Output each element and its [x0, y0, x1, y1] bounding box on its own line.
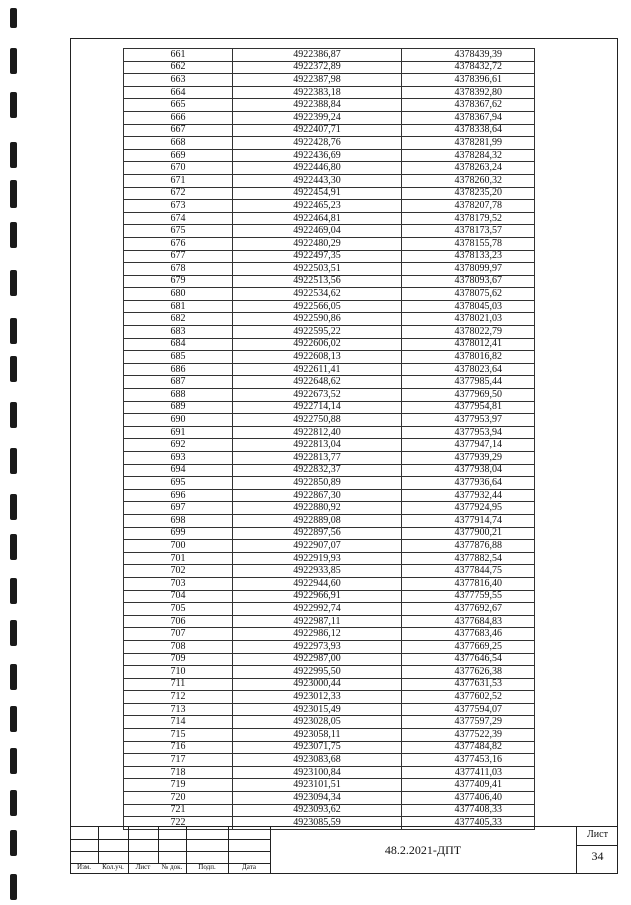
table-row — [124, 792, 535, 805]
y-coordinate: 4378022,79 — [402, 326, 535, 339]
table-row — [124, 779, 535, 792]
y-coordinate: 4377953,94 — [402, 426, 535, 439]
stamp-label-signature: Подп. — [198, 863, 216, 871]
x-coordinate: 4922987,11 — [233, 615, 402, 628]
point-number: 663 — [124, 74, 233, 87]
table-row — [124, 716, 535, 729]
point-number: 721 — [124, 804, 233, 817]
point-number: 705 — [124, 603, 233, 616]
y-coordinate: 4377453,16 — [402, 754, 535, 767]
table-row — [124, 61, 535, 74]
table-row — [124, 86, 535, 99]
x-coordinate: 4922897,56 — [233, 527, 402, 540]
point-number: 674 — [124, 212, 233, 225]
y-coordinate: 4377631,53 — [402, 678, 535, 691]
x-coordinate: 4922465,23 — [233, 200, 402, 213]
stamp-label-doc-no: № док. — [161, 863, 183, 871]
point-number: 699 — [124, 527, 233, 540]
table-row — [124, 426, 535, 439]
table-row — [124, 237, 535, 250]
point-number: 698 — [124, 514, 233, 527]
x-coordinate: 4922880,92 — [233, 502, 402, 515]
x-coordinate: 4922966,91 — [233, 590, 402, 603]
y-coordinate: 4377683,46 — [402, 628, 535, 641]
table-row — [124, 275, 535, 288]
x-coordinate: 4922907,07 — [233, 540, 402, 553]
table-row — [124, 640, 535, 653]
point-number: 709 — [124, 653, 233, 666]
x-coordinate: 4923000,44 — [233, 678, 402, 691]
y-coordinate: 4377932,44 — [402, 489, 535, 502]
table-row — [124, 414, 535, 427]
table-row — [124, 741, 535, 754]
y-coordinate: 4378012,41 — [402, 338, 535, 351]
y-coordinate: 4378207,78 — [402, 200, 535, 213]
y-coordinate: 4377408,33 — [402, 804, 535, 817]
table-row — [124, 212, 535, 225]
y-coordinate: 4377844,75 — [402, 565, 535, 578]
document-code: 48.2.2021-ДПТ — [384, 843, 462, 857]
point-number: 666 — [124, 111, 233, 124]
point-number: 670 — [124, 162, 233, 175]
table-row — [124, 754, 535, 767]
y-coordinate: 4377939,29 — [402, 452, 535, 465]
x-coordinate: 4922987,00 — [233, 653, 402, 666]
x-coordinate: 4922387,98 — [233, 74, 402, 87]
stamp-label-izm: Изм. — [77, 863, 91, 871]
x-coordinate: 4923094,34 — [233, 792, 402, 805]
y-coordinate: 4378093,67 — [402, 275, 535, 288]
point-number: 697 — [124, 502, 233, 515]
point-number: 704 — [124, 590, 233, 603]
x-coordinate: 4922407,71 — [233, 124, 402, 137]
x-coordinate: 4922388,84 — [233, 99, 402, 112]
point-number: 677 — [124, 250, 233, 263]
y-coordinate: 4377985,44 — [402, 376, 535, 389]
x-coordinate: 4922606,02 — [233, 338, 402, 351]
x-coordinate: 4922919,93 — [233, 552, 402, 565]
point-number: 669 — [124, 149, 233, 162]
x-coordinate: 4922992,74 — [233, 603, 402, 616]
x-coordinate: 4922503,51 — [233, 263, 402, 276]
point-number: 686 — [124, 363, 233, 376]
y-coordinate: 4378367,62 — [402, 99, 535, 112]
point-number: 691 — [124, 426, 233, 439]
x-coordinate: 4922986,12 — [233, 628, 402, 641]
y-coordinate: 4377522,39 — [402, 729, 535, 742]
x-coordinate: 4922973,93 — [233, 640, 402, 653]
point-number: 662 — [124, 61, 233, 74]
point-number: 710 — [124, 666, 233, 679]
x-coordinate: 4923058,11 — [233, 729, 402, 742]
x-coordinate: 4922534,62 — [233, 288, 402, 301]
table-row — [124, 804, 535, 817]
table-row — [124, 577, 535, 590]
y-coordinate: 4378021,03 — [402, 313, 535, 326]
table-row — [124, 514, 535, 527]
x-coordinate: 4922750,88 — [233, 414, 402, 427]
table-row — [124, 703, 535, 716]
x-coordinate: 4922933,85 — [233, 565, 402, 578]
point-number: 716 — [124, 741, 233, 754]
table-row — [124, 288, 535, 301]
table-row — [124, 452, 535, 465]
y-coordinate: 4377602,52 — [402, 691, 535, 704]
y-coordinate: 4377924,95 — [402, 502, 535, 515]
table-row — [124, 74, 535, 87]
point-number: 702 — [124, 565, 233, 578]
point-number: 685 — [124, 351, 233, 364]
x-coordinate: 4922372,89 — [233, 61, 402, 74]
y-coordinate: 4378173,57 — [402, 225, 535, 238]
point-number: 715 — [124, 729, 233, 742]
x-coordinate: 4922513,56 — [233, 275, 402, 288]
table-row — [124, 691, 535, 704]
table-row — [124, 263, 535, 276]
point-number: 719 — [124, 779, 233, 792]
table-row — [124, 502, 535, 515]
table-row — [124, 540, 535, 553]
point-number: 720 — [124, 792, 233, 805]
table-row — [124, 149, 535, 162]
stamp-label-kol-uch: Кол.уч. — [102, 863, 124, 871]
table-row — [124, 250, 535, 263]
point-number: 693 — [124, 452, 233, 465]
point-number: 722 — [124, 817, 233, 830]
sheet-label: Лист — [587, 829, 608, 840]
x-coordinate: 4922944,60 — [233, 577, 402, 590]
x-coordinate: 4922714,14 — [233, 401, 402, 414]
x-coordinate: 4923085,59 — [233, 817, 402, 830]
y-coordinate: 4377876,88 — [402, 540, 535, 553]
x-coordinate: 4922469,04 — [233, 225, 402, 238]
table-row — [124, 653, 535, 666]
point-number: 708 — [124, 640, 233, 653]
point-number: 681 — [124, 300, 233, 313]
x-coordinate: 4923101,51 — [233, 779, 402, 792]
y-coordinate: 4378439,39 — [402, 49, 535, 62]
x-coordinate: 4923071,75 — [233, 741, 402, 754]
y-coordinate: 4377684,83 — [402, 615, 535, 628]
table-row — [124, 489, 535, 502]
y-coordinate: 4377484,82 — [402, 741, 535, 754]
y-coordinate: 4378338,64 — [402, 124, 535, 137]
y-coordinate: 4377969,50 — [402, 389, 535, 402]
table-row — [124, 326, 535, 339]
point-number: 679 — [124, 275, 233, 288]
table-row — [124, 439, 535, 452]
x-coordinate: 4922383,18 — [233, 86, 402, 99]
y-coordinate: 4378045,03 — [402, 300, 535, 313]
point-number: 675 — [124, 225, 233, 238]
y-coordinate: 4377646,54 — [402, 653, 535, 666]
table-row — [124, 389, 535, 402]
x-coordinate: 4922566,05 — [233, 300, 402, 313]
stamp-label-date: Дата — [242, 863, 256, 871]
point-number: 707 — [124, 628, 233, 641]
table-row — [124, 162, 535, 175]
table-row — [124, 111, 535, 124]
y-coordinate: 4378263,24 — [402, 162, 535, 175]
point-number: 690 — [124, 414, 233, 427]
table-row — [124, 766, 535, 779]
y-coordinate: 4378284,32 — [402, 149, 535, 162]
point-number: 667 — [124, 124, 233, 137]
y-coordinate: 4377597,29 — [402, 716, 535, 729]
y-coordinate: 4378023,64 — [402, 363, 535, 376]
point-number: 673 — [124, 200, 233, 213]
table-row — [124, 376, 535, 389]
table-row — [124, 464, 535, 477]
y-coordinate: 4378075,62 — [402, 288, 535, 301]
y-coordinate: 4378281,99 — [402, 137, 535, 150]
point-number: 695 — [124, 477, 233, 490]
point-number: 692 — [124, 439, 233, 452]
x-coordinate: 4922850,89 — [233, 477, 402, 490]
y-coordinate: 4377409,41 — [402, 779, 535, 792]
table-row — [124, 124, 535, 137]
x-coordinate: 4922608,13 — [233, 351, 402, 364]
x-coordinate: 4922428,76 — [233, 137, 402, 150]
y-coordinate: 4378155,78 — [402, 237, 535, 250]
x-coordinate: 4923083,68 — [233, 754, 402, 767]
y-coordinate: 4377936,64 — [402, 477, 535, 490]
x-coordinate: 4923028,05 — [233, 716, 402, 729]
point-number: 683 — [124, 326, 233, 339]
x-coordinate: 4922454,91 — [233, 187, 402, 200]
x-coordinate: 4922436,69 — [233, 149, 402, 162]
x-coordinate: 4922813,77 — [233, 452, 402, 465]
x-coordinate: 4922399,24 — [233, 111, 402, 124]
point-number: 688 — [124, 389, 233, 402]
point-number: 665 — [124, 99, 233, 112]
x-coordinate: 4922673,52 — [233, 389, 402, 402]
x-coordinate: 4922446,80 — [233, 162, 402, 175]
x-coordinate: 4922889,08 — [233, 514, 402, 527]
x-coordinate: 4923015,49 — [233, 703, 402, 716]
x-coordinate: 4922611,41 — [233, 363, 402, 376]
sheet-number: 34 — [591, 849, 604, 863]
table-row — [124, 225, 535, 238]
table-row — [124, 678, 535, 691]
x-coordinate: 4922648,62 — [233, 376, 402, 389]
y-coordinate: 4378099,97 — [402, 263, 535, 276]
y-coordinate: 4377692,67 — [402, 603, 535, 616]
y-coordinate: 4377759,55 — [402, 590, 535, 603]
y-coordinate: 4377900,21 — [402, 527, 535, 540]
y-coordinate: 4378392,80 — [402, 86, 535, 99]
table-row — [124, 552, 535, 565]
table-row — [124, 351, 535, 364]
y-coordinate: 4377954,81 — [402, 401, 535, 414]
table-row — [124, 628, 535, 641]
y-coordinate: 4378133,23 — [402, 250, 535, 263]
y-coordinate: 4378367,94 — [402, 111, 535, 124]
x-coordinate: 4922590,86 — [233, 313, 402, 326]
point-number: 700 — [124, 540, 233, 553]
x-coordinate: 4922480,29 — [233, 237, 402, 250]
point-number: 694 — [124, 464, 233, 477]
table-row — [124, 137, 535, 150]
table-row — [124, 401, 535, 414]
x-coordinate: 4922995,50 — [233, 666, 402, 679]
y-coordinate: 4377914,74 — [402, 514, 535, 527]
point-number: 717 — [124, 754, 233, 767]
point-number: 664 — [124, 86, 233, 99]
table-row — [124, 590, 535, 603]
table-row — [124, 477, 535, 490]
point-number: 713 — [124, 703, 233, 716]
binding-holes — [10, 0, 26, 905]
point-number: 676 — [124, 237, 233, 250]
y-coordinate: 4378235,20 — [402, 187, 535, 200]
x-coordinate: 4922443,30 — [233, 174, 402, 187]
point-number: 682 — [124, 313, 233, 326]
point-number: 711 — [124, 678, 233, 691]
coordinates-table — [123, 48, 535, 830]
point-number: 687 — [124, 376, 233, 389]
table-row — [124, 603, 535, 616]
point-number: 680 — [124, 288, 233, 301]
point-number: 703 — [124, 577, 233, 590]
table-row — [124, 615, 535, 628]
x-coordinate: 4922812,40 — [233, 426, 402, 439]
stamp-label-list: Лист — [135, 863, 151, 871]
y-coordinate: 4377669,25 — [402, 640, 535, 653]
table-row — [124, 363, 535, 376]
table-row — [124, 729, 535, 742]
y-coordinate: 4378396,61 — [402, 74, 535, 87]
point-number: 712 — [124, 691, 233, 704]
y-coordinate: 4377406,40 — [402, 792, 535, 805]
y-coordinate: 4377882,54 — [402, 552, 535, 565]
y-coordinate: 4378179,52 — [402, 212, 535, 225]
point-number: 684 — [124, 338, 233, 351]
table-row — [124, 99, 535, 112]
y-coordinate: 4377405,33 — [402, 817, 535, 830]
table-row — [124, 565, 535, 578]
x-coordinate: 4922813,04 — [233, 439, 402, 452]
y-coordinate: 4378432,72 — [402, 61, 535, 74]
table-row — [124, 527, 535, 540]
table-row — [124, 49, 535, 62]
x-coordinate: 4922386,87 — [233, 49, 402, 62]
point-number: 661 — [124, 49, 233, 62]
x-coordinate: 4923100,84 — [233, 766, 402, 779]
y-coordinate: 4378016,82 — [402, 351, 535, 364]
x-coordinate: 4922832,37 — [233, 464, 402, 477]
x-coordinate: 4923093,62 — [233, 804, 402, 817]
point-number: 668 — [124, 137, 233, 150]
point-number: 672 — [124, 187, 233, 200]
y-coordinate: 4377947,14 — [402, 439, 535, 452]
y-coordinate: 4377594,07 — [402, 703, 535, 716]
point-number: 701 — [124, 552, 233, 565]
y-coordinate: 4377938,04 — [402, 464, 535, 477]
y-coordinate: 4378260,32 — [402, 174, 535, 187]
title-block — [70, 826, 618, 874]
y-coordinate: 4377626,38 — [402, 666, 535, 679]
x-coordinate: 4923012,33 — [233, 691, 402, 704]
point-number: 678 — [124, 263, 233, 276]
table-row — [124, 200, 535, 213]
y-coordinate: 4377411,03 — [402, 766, 535, 779]
table-row — [124, 313, 535, 326]
table-row — [124, 338, 535, 351]
x-coordinate: 4922595,22 — [233, 326, 402, 339]
point-number: 689 — [124, 401, 233, 414]
x-coordinate: 4922464,81 — [233, 212, 402, 225]
table-row — [124, 666, 535, 679]
x-coordinate: 4922497,35 — [233, 250, 402, 263]
table-row — [124, 300, 535, 313]
table-row — [124, 187, 535, 200]
point-number: 714 — [124, 716, 233, 729]
point-number: 718 — [124, 766, 233, 779]
x-coordinate: 4922867,30 — [233, 489, 402, 502]
y-coordinate: 4377953,97 — [402, 414, 535, 427]
point-number: 671 — [124, 174, 233, 187]
table-row — [124, 174, 535, 187]
point-number: 696 — [124, 489, 233, 502]
y-coordinate: 4377816,40 — [402, 577, 535, 590]
point-number: 706 — [124, 615, 233, 628]
